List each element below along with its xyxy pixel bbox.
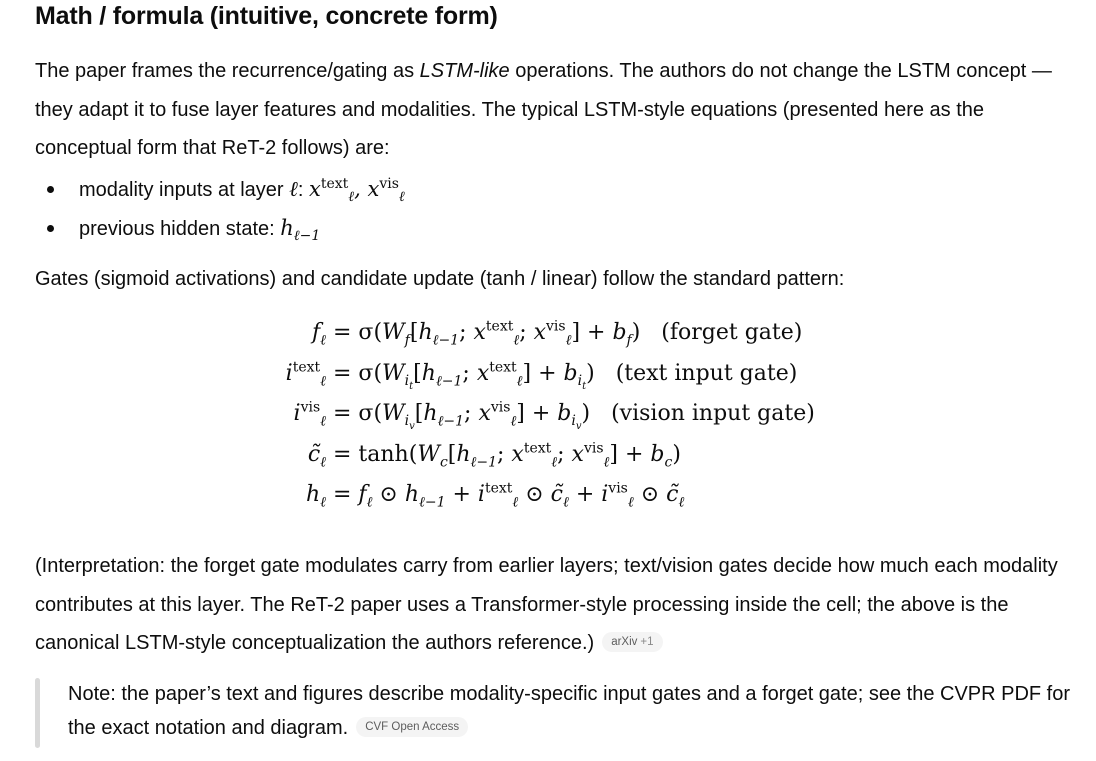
equation-block (268, 313, 815, 516)
interpretation-paragraph (35, 547, 1080, 663)
equation-forget-gate: $f_\ell = \sigma(W_f[h_{\ell-1}$; $x^{text}_\ell$; $x^{vis}_\ell] + b_f$) (forget gate) (312, 318, 803, 349)
note-blockquote (68, 677, 1088, 745)
note-text: Note: the paper’s text and figures describe modality-specific input gates and a forget gate; see the CVPR PDF for the exact notation and diagram. (68, 683, 1071, 739)
blockquote-bar (35, 678, 40, 748)
equation-text-input-gate: $i^{text}_\ell = \sigma(W_{i_t}[h_{\ell-1}$; $x^{text}_\ell] + b_{i_t}$) (text input gate) (285, 359, 798, 392)
citation-chip-cvf[interactable] (356, 717, 468, 737)
interpretation-text: (Interpretation: the forget gate modulates carry from earlier layers; text/vision gates decide how much each modality contributes at this layer. The ReT-2 paper uses a Transformer-style processing inside the cell; the above is the canonical LSTM-style conceptualization the authors reference.) (35, 555, 1058, 654)
math-hidden-state: $h_{\ell-1}$ (280, 216, 321, 245)
math-modality-inputs: $x^{text}_\ell$, $x^{vis}_\ell$ (308, 176, 405, 206)
math-layer-symbol: ℓ (289, 177, 298, 201)
bullet-hidden-state (35, 209, 405, 248)
bullet-label-modality: modality inputs at layer (79, 179, 290, 201)
intro-text-1: The paper frames the recurrence/gating as (35, 60, 420, 82)
equation-candidate-update: $c̃_\ell = \tanh(W_c[h_{\ell-1}$; $x^{text}_\ell$; $x^{vis}_\ell] + b_c$) (307, 440, 681, 470)
intro-text-2: operations. The authors do not change the LSTM concept — they adapt it to fuse layer features and modalities. The typical LSTM-style equations (presented here as the conceptual form that ReT-2 follows) are: (35, 60, 1052, 159)
gates-intro-paragraph: Gates (sigmoid activations) and candidate update (tanh / linear) follow the standard pattern: (35, 268, 845, 290)
bullet-modality-inputs: modality inputs at layer ℓ: $x^{text}_\ell$, $x^{vis}_\ell$ (35, 170, 405, 209)
citation-arxiv-label: arXiv (611, 635, 638, 648)
label-text-input-gate: (text input gate) (615, 360, 798, 386)
bullet-list (35, 170, 405, 248)
intro-emphasis: LSTM-like (419, 60, 510, 82)
citation-chip-arxiv[interactable] (602, 632, 662, 652)
section-heading: Math / formula (intuitive, concrete form) (35, 2, 498, 30)
equation-vision-input-gate: $i^{vis}_\ell = \sigma(W_{i_v}[h_{\ell-1}$; $x^{vis}_\ell] + b_{i_v}$) (vision input gate) (293, 399, 815, 433)
intro-paragraph (35, 52, 1080, 168)
citation-arxiv-extra: +1 (640, 635, 654, 648)
label-forget-gate: (forget gate) (661, 320, 803, 345)
equation-hidden-update: $h_\ell = f_\ell$ ⊙ $h_{\ell-1} + i^{text}_\ell$ ⊙ $c̃_\ell + i^{vis}_\ell$ ⊙ $c̃_\ell$ (305, 480, 685, 511)
citation-cvf-label: CVF Open Access (365, 720, 460, 733)
bullet-label-hidden: previous hidden state: (79, 218, 281, 240)
label-vision-input-gate: (vision input gate) (611, 401, 815, 426)
